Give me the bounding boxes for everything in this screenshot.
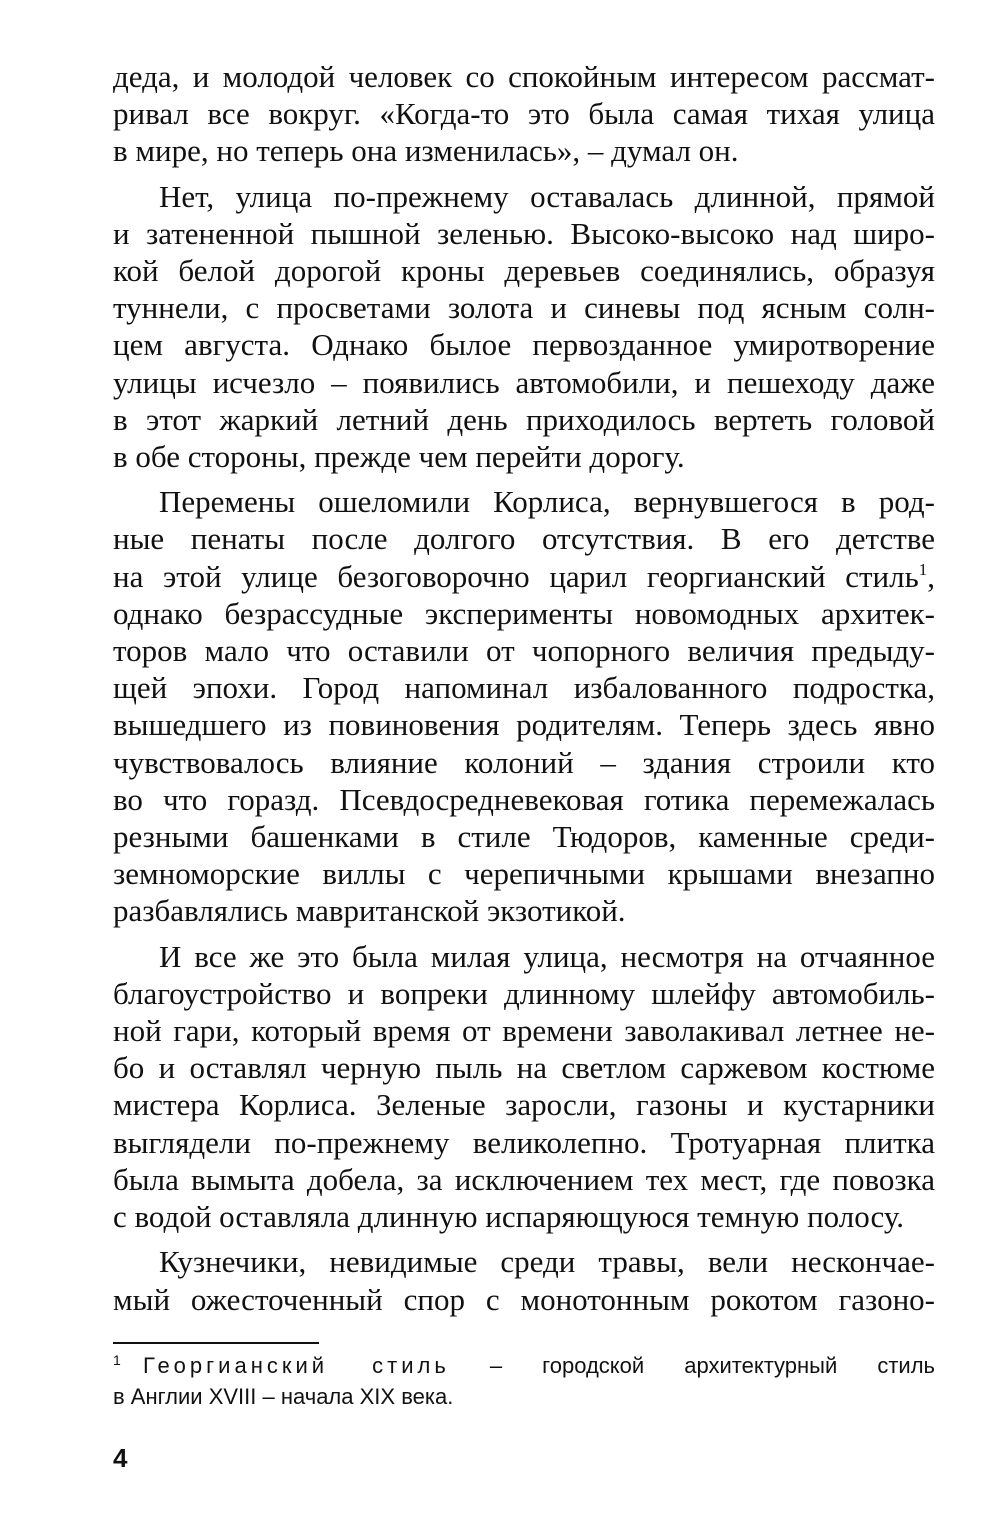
text-line-with-footnote-ref <box>113 558 935 595</box>
footnote-line-1: 1 Георгианский стиль – городской архитектурный стиль <box>113 1352 936 1378</box>
paragraph-1 <box>113 58 935 170</box>
footnote-definition: – городской архитектурный стиль <box>449 1353 936 1378</box>
comma: , <box>927 558 935 594</box>
footnote-divider <box>113 1342 319 1344</box>
text-line: Перемены ошеломили Корлиса, вернувшегося в род- <box>159 484 935 520</box>
text-line: торов мало что оставили от чопорного величия предыду- <box>113 633 935 669</box>
paragraph-5 <box>113 1243 935 1317</box>
text-line: бо и оставлял черную пыль на светлом саржевом костюме <box>113 1050 935 1086</box>
main-text <box>113 58 935 1318</box>
text-line: улицы исчезло – появились автомобили, и пешеходу даже <box>113 364 935 400</box>
text-line: чувствовалось влияние колоний – здания строили кто <box>113 744 935 780</box>
text-line: кой белой дорогой кроны деревьев соединялись, образуя <box>113 253 935 289</box>
text-line: резными башенками в стиле Тюдоров, каменные среди- <box>113 819 935 855</box>
text-line: однако безрассудные эксперименты новомодных архитек- <box>113 595 935 631</box>
text-segment: на этой улице безоговорочно царил георгианский стиль <box>113 558 919 594</box>
text-line: мистера Корлиса. Зеленые заросли, газоны и кустарники <box>113 1087 935 1123</box>
paragraph-4 <box>113 938 935 1236</box>
paragraph-3 <box>113 483 935 929</box>
text-line: цем августа. Однако былое первозданное умиротворение <box>113 327 935 363</box>
text-line: вышедшего из повиновения родителям. Теперь здесь явно <box>113 707 935 743</box>
text-line: Нет, улица по-прежнему оставалась длинной, прямой <box>159 178 935 214</box>
text-line: в мире, но теперь она изменилась», – думал он. <box>113 133 739 169</box>
text-line: ной гари, который время от времени заволакивал летнее не- <box>113 1013 935 1049</box>
text-line: в обе стороны, прежде чем перейти дорогу. <box>113 439 685 475</box>
text-line: деда, и молодой человек со спокойным интересом рассмат- <box>113 59 935 94</box>
text-line: в этот жаркий летний день приходилось вертеть головой <box>113 401 935 437</box>
page-number: 4 <box>113 1443 128 1473</box>
text-line: земноморские виллы с черепичными крышами внезапно <box>113 856 935 892</box>
text-line: с водой оставляла длинную испаряющуюся темную полосу. <box>113 1199 904 1235</box>
text-line: и затененной пышной зеленью. Высоко-высоко над широ- <box>113 215 935 251</box>
text-line: туннели, с просветами золота и синевы под ясным солн- <box>113 290 935 326</box>
text-line: щей эпохи. Город напоминал избалованного подростка, <box>113 670 935 706</box>
text-line: Кузнечики, невидимые среди травы, вели нескончае- <box>159 1244 935 1280</box>
footnote-reference[interactable]: 1 <box>918 559 928 579</box>
text-line: ривал все вокруг. «Когда-то это была самая тихая улица <box>113 96 935 132</box>
text-line: ные пенаты после долгого отсутствия. В его детстве <box>113 521 935 557</box>
text-line: во что горазд. Псевдосредневековая готика перемежалась <box>113 781 935 817</box>
text-line: была вымыта добела, за исключением тех мест, где повозка <box>113 1161 935 1197</box>
text-line: благоустройство и вопреки длинному шлейфу автомобиль- <box>113 975 935 1011</box>
text-line: выглядели по-прежнему великолепно. Тротуарная плитка <box>113 1124 935 1160</box>
text-line: мый ожесточенный спор с монотонным рокотом газоно- <box>113 1281 935 1317</box>
footnote-line-2: в Англии XVIII – начала XIX века. <box>113 1384 454 1409</box>
text-line: И все же это была милая улица, несмотря на отчаянное <box>159 938 935 974</box>
text-line: разбавлялись мавританской экзотикой. <box>113 893 626 929</box>
footnote <box>113 1350 935 1412</box>
footnote-term: Георгианский стиль <box>143 1353 450 1378</box>
paragraph-2 <box>113 178 935 476</box>
